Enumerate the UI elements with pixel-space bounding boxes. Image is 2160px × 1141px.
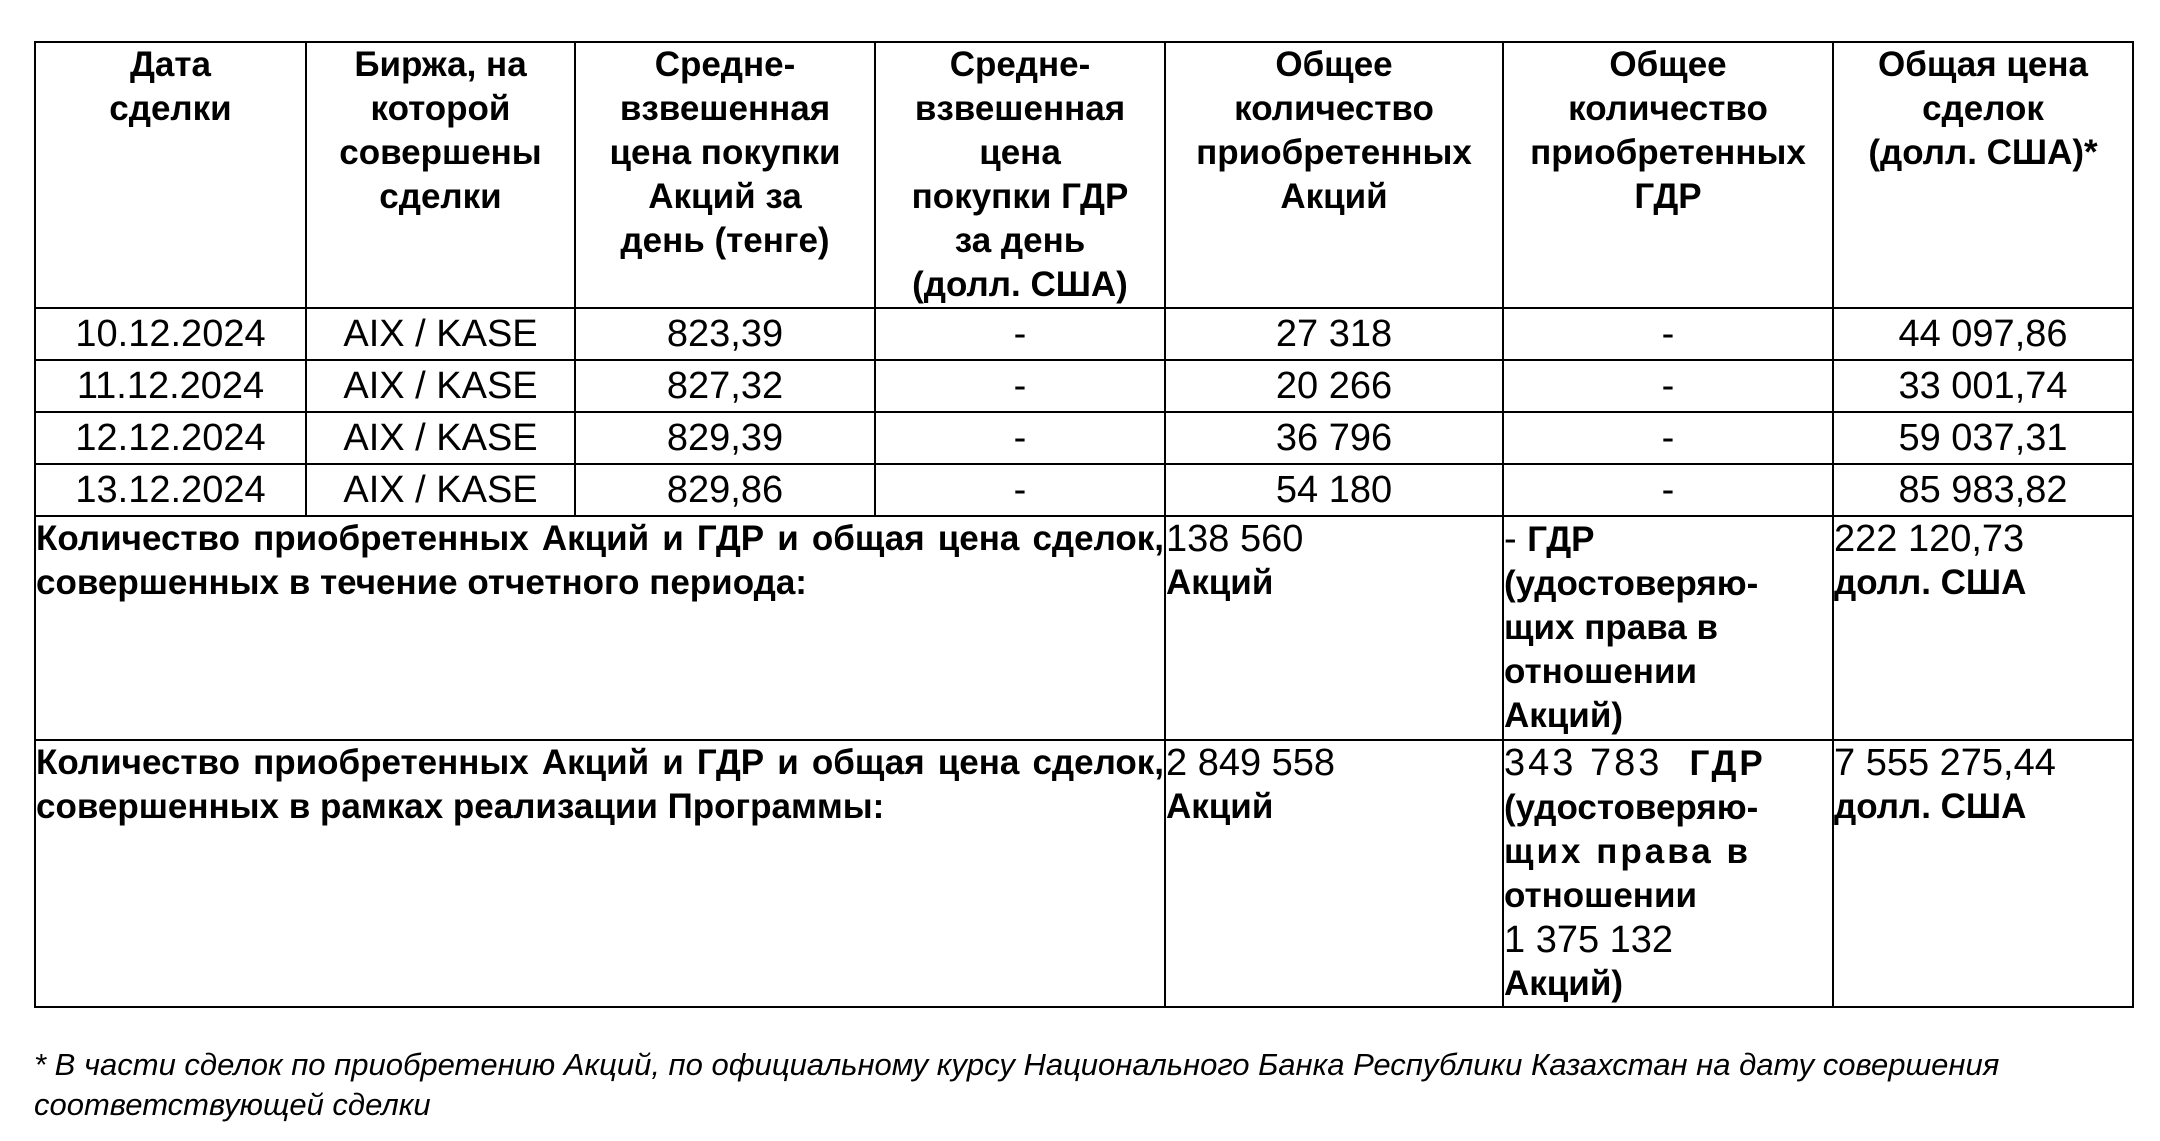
cell-exchange: AIX / KASE: [306, 464, 575, 516]
col-header-exchange: [306, 42, 575, 308]
table-row: [35, 464, 2133, 516]
header-line: ГДР: [1634, 177, 1702, 216]
cell-gdr-price: -: [875, 464, 1165, 516]
col-header-gdr-qty: [1503, 42, 1833, 308]
cell-exchange: AIX / KASE: [306, 412, 575, 464]
col-header-shares-qty: [1165, 42, 1503, 308]
header-line: цена покупки: [609, 133, 841, 172]
summary-period-shares-value: 138 560: [1166, 518, 1304, 560]
header-line: Общее: [1275, 45, 1393, 84]
header-line: Дата: [129, 45, 211, 84]
cell-date: 11.12.2024: [35, 360, 306, 412]
summary-program-shares-value: 2 849 558: [1166, 742, 1336, 784]
summary-program-gdr-line: (удостоверяю-: [1504, 788, 1759, 827]
cell-shares-qty: 20 266: [1165, 360, 1503, 412]
cell-gdr-qty: -: [1503, 412, 1833, 464]
cell-date: 13.12.2024: [35, 464, 306, 516]
cell-gdr-qty: -: [1503, 308, 1833, 360]
footnote-line: * В части сделок по приобретению Акций, по официальному курсу Национального Банка Республики Казахстан на дату совершения: [34, 1047, 2000, 1082]
header-line: Средне-: [654, 45, 796, 84]
cell-share-price: 829,39: [575, 412, 875, 464]
header-line: Акций: [1280, 177, 1388, 216]
summary-program-gdr-underlying-unit: Акций): [1504, 964, 1623, 1003]
header-line: сделки: [379, 177, 502, 216]
cell-gdr-price: -: [875, 412, 1165, 464]
col-header-gdr-price: [875, 42, 1165, 308]
summary-period-total-value: 222 120,73: [1834, 518, 2025, 560]
summary-period-total: [1833, 516, 2133, 740]
header-line: Общая цена: [1878, 45, 2088, 84]
header-line: (долл. США): [912, 265, 1128, 304]
cell-gdr-price: -: [875, 308, 1165, 360]
header-line: взвешенная: [619, 89, 831, 128]
header-line: которой: [370, 89, 511, 128]
summary-program-label: Количество приобретенных Акций и ГДР и общая цена сделок, совершенных в рамках реализации Программы:: [35, 740, 1165, 1007]
summary-period-gdr-line: (удостоверяю-: [1504, 564, 1759, 603]
summary-period-label: Количество приобретенных Акций и ГДР и общая цена сделок, совершенных в течение отчетного периода:: [35, 516, 1165, 740]
summary-program-total-unit: долл. США: [1834, 787, 2027, 826]
cell-date: 10.12.2024: [35, 308, 306, 360]
cell-shares-qty: 54 180: [1165, 464, 1503, 516]
summary-program-gdr-line: ГДР: [1689, 744, 1766, 783]
header-line: (долл. США)*: [1868, 133, 2098, 172]
header-line: сделки: [109, 89, 232, 128]
table-row: [35, 360, 2133, 412]
cell-shares-qty: 27 318: [1165, 308, 1503, 360]
summary-period-gdr-line: Акций): [1504, 696, 1623, 735]
trades-table: [34, 41, 2134, 1008]
header-line: за день: [954, 221, 1086, 260]
summary-period-gdr-value: -: [1504, 518, 1517, 560]
cell-share-price: 829,86: [575, 464, 875, 516]
summary-program-gdr-line: отношении: [1504, 876, 1697, 915]
col-header-date: [35, 42, 306, 308]
summary-period-gdr-line: щих права в: [1504, 608, 1718, 647]
table-row: [35, 308, 2133, 360]
cell-total-price: 59 037,31: [1833, 412, 2133, 464]
header-line: количество: [1568, 89, 1768, 128]
cell-total-price: 85 983,82: [1833, 464, 2133, 516]
table-row: [35, 412, 2133, 464]
header-line: количество: [1234, 89, 1434, 128]
footnote: [34, 1045, 2144, 1125]
cell-date: 12.12.2024: [35, 412, 306, 464]
header-line: сделок: [1922, 89, 2044, 128]
header-line: Общее: [1609, 45, 1727, 84]
header-line: совершены: [339, 133, 542, 172]
cell-exchange: AIX / KASE: [306, 360, 575, 412]
cell-total-price: 44 097,86: [1833, 308, 2133, 360]
summary-program-shares: [1165, 740, 1503, 1007]
cell-gdr-qty: -: [1503, 360, 1833, 412]
summary-program-gdr: [1503, 740, 1833, 1007]
header-line: покупки ГДР: [911, 177, 1129, 216]
summary-period-gdr-line: отношении: [1504, 652, 1697, 691]
cell-share-price: 827,32: [575, 360, 875, 412]
footnote-line: соответствующей сделки: [34, 1087, 431, 1122]
summary-program-total: [1833, 740, 2133, 1007]
summary-period-row: [35, 516, 2133, 740]
header-line: приобретенных: [1530, 133, 1806, 172]
summary-program-shares-unit: Акций: [1166, 787, 1274, 826]
cell-share-price: 823,39: [575, 308, 875, 360]
summary-period-shares-unit: Акций: [1166, 563, 1274, 602]
header-row: [35, 42, 2133, 308]
cell-gdr-qty: -: [1503, 464, 1833, 516]
summary-program-gdr-underlying-value: 1 375 132: [1504, 919, 1674, 961]
summary-period-shares: [1165, 516, 1503, 740]
summary-period-total-unit: долл. США: [1834, 563, 2027, 602]
header-line: Акций за: [648, 177, 802, 216]
header-line: день (тенге): [620, 221, 830, 260]
header-line: Средне-: [949, 45, 1091, 84]
header-line: взвешенная: [914, 89, 1126, 128]
cell-total-price: 33 001,74: [1833, 360, 2133, 412]
summary-program-row: [35, 740, 2133, 1007]
summary-period-gdr-line: ГДР: [1527, 520, 1595, 559]
cell-exchange: AIX / KASE: [306, 308, 575, 360]
cell-gdr-price: -: [875, 360, 1165, 412]
summary-program-total-value: 7 555 275,44: [1834, 742, 2056, 784]
summary-period-gdr: [1503, 516, 1833, 740]
header-line: приобретенных: [1196, 133, 1472, 172]
col-header-share-price: [575, 42, 875, 308]
summary-program-gdr-line: щих права в: [1504, 832, 1751, 871]
col-header-total-price: [1833, 42, 2133, 308]
summary-program-gdr-value: 343 783: [1504, 742, 1663, 784]
cell-shares-qty: 36 796: [1165, 412, 1503, 464]
header-line: цена: [979, 133, 1061, 172]
header-line: Биржа, на: [354, 45, 527, 84]
